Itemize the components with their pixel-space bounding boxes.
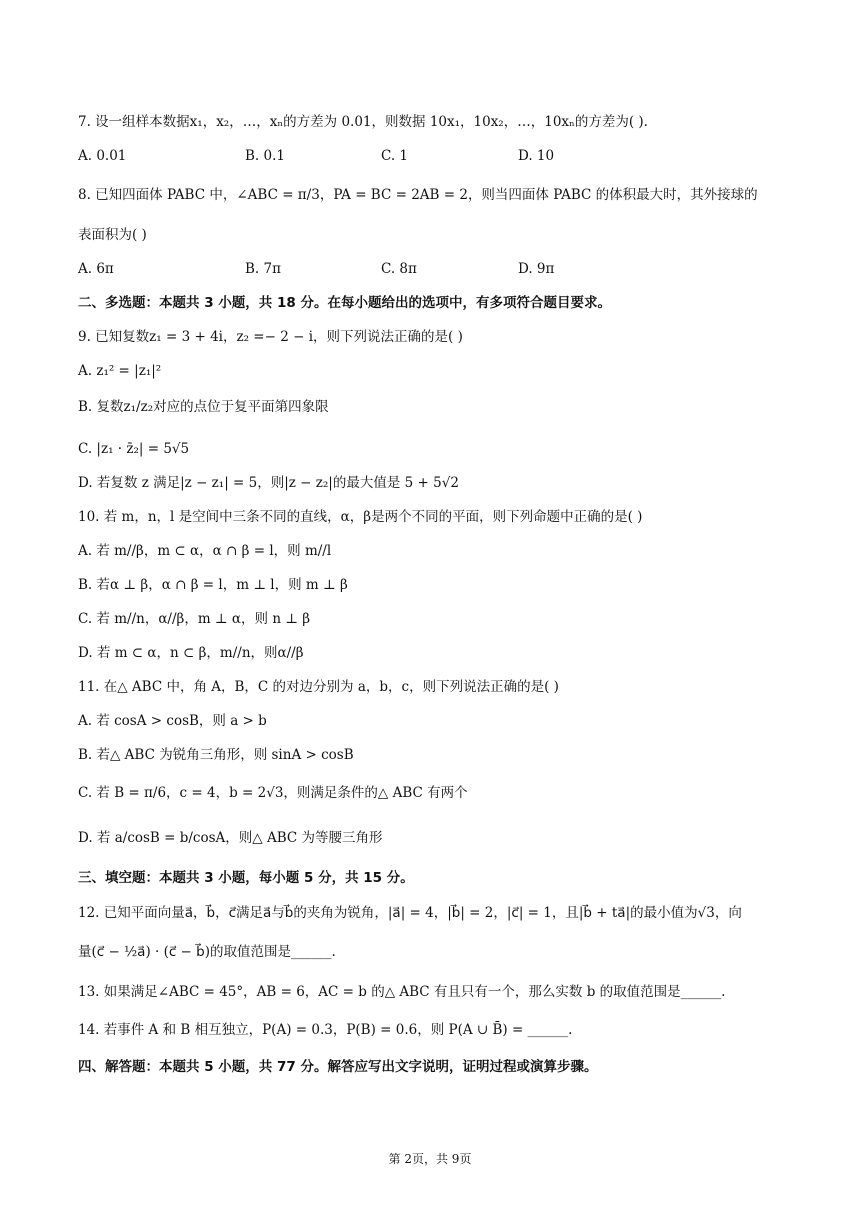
page-footer: 第 2页，共 9页 [388, 1152, 472, 1166]
question-9-option-d: D. 若复数 z 满足|z − z₁| = 5，则|z − z₂|的最大值是 5 + 5√2 [78, 475, 459, 491]
question-11-option-a: A. 若 cosA > cosB，则 a > b [78, 713, 267, 729]
question-8-option-c: C. 8π [381, 261, 417, 277]
question-10-option-a: A. 若 m//β，m ⊂ α，α ∩ β = l，则 m//l [78, 543, 332, 559]
question-8-option-a: A. 6π [78, 261, 114, 277]
question-10-option-d: D. 若 m ⊂ α，n ⊂ β，m//n，则α//β [78, 645, 304, 661]
question-7-option-a: A. 0.01 [78, 148, 127, 164]
question-11-stem: 11. 在△ ABC 中，角 A，B，C 的对边分别为 a，b，c，则下列说法正确的是( ) [78, 679, 559, 695]
question-10-option-c: C. 若 m//n，α//β，m ⊥ α，则 n ⊥ β [78, 611, 311, 627]
question-7-option-b: B. 0.1 [245, 148, 285, 164]
section-2-heading: 二、多选题：本题共 3 小题，共 18 分。在每小题给出的选项中，有多项符合题目要求。 [78, 295, 611, 311]
question-11-option-d: D. 若 a/cosB = b/cosA，则△ ABC 为等腰三角形 [78, 830, 383, 846]
question-11-option-c: C. 若 B = π/6，c = 4，b = 2√3，则满足条件的△ ABC 有两个 [78, 785, 468, 801]
section-4-heading: 四、解答题：本题共 5 小题，共 77 分。解答应写出文字说明，证明过程或演算步骤。 [78, 1059, 598, 1075]
question-7-option-c: C. 1 [381, 148, 409, 164]
question-10-option-b: B. 若α ⊥ β，α ∩ β = l，m ⊥ l，则 m ⊥ β [78, 577, 348, 593]
question-9-option-c: C. |z₁ · z̄₂| = 5√5 [78, 441, 190, 457]
question-9-option-a: A. z₁² = |z₁|² [78, 363, 162, 379]
question-10-stem: 10. 若 m，n，l 是空间中三条不同的直线，α，β是两个不同的平面，则下列命题中正确的是( ) [78, 509, 643, 525]
question-11-option-b: B. 若△ ABC 为锐角三角形，则 sinA > cosB [78, 747, 354, 763]
question-8-stem-line2: 表面积为( ) [78, 227, 147, 243]
question-12-line2: 量(c⃗ − ½a⃗) · (c⃗ − b⃗)的取值范围是______. [78, 944, 336, 960]
question-12-line1: 12. 已知平面向量a⃗，b⃗，c⃗满足a⃗与b⃗的夹角为锐角，|a⃗| = 4，|b⃗| = 2，|c⃗| = 1，且|b⃗ + ta⃗|的最小值为√3，向 [78, 905, 742, 921]
question-14: 14. 若事件 A 和 B 相互独立，P(A) = 0.3，P(B) = 0.6，则 P(A ∪ B̄) = ______. [78, 1022, 573, 1038]
question-9-stem: 9. 已知复数z₁ = 3 + 4i，z₂ =− 2 − i，则下列说法正确的是( ) [78, 329, 463, 345]
question-8-option-d: D. 9π [518, 261, 555, 277]
question-7-option-d: D. 10 [518, 148, 555, 164]
question-7-stem: 7. 设一组样本数据x₁，x₂，…，xₙ的方差为 0.01，则数据 10x₁，10x₂，…，10xₙ的方差为( ). [78, 114, 648, 130]
question-8-stem-line1: 8. 已知四面体 PABC 中，∠ABC = π/3，PA = BC = 2AB = 2，则当四面体 PABC 的体积最大时，其外接球的 [78, 187, 758, 203]
question-13: 13. 如果满足∠ABC = 45°，AB = 6，AC = b 的△ ABC 有且只有一个，那么实数 b 的取值范围是______. [78, 984, 726, 1000]
question-8-option-b: B. 7π [245, 261, 281, 277]
section-3-heading: 三、填空题：本题共 3 小题，每小题 5 分，共 15 分。 [78, 870, 414, 886]
question-9-option-b: B. 复数z₁/z₂对应的点位于复平面第四象限 [78, 399, 329, 415]
